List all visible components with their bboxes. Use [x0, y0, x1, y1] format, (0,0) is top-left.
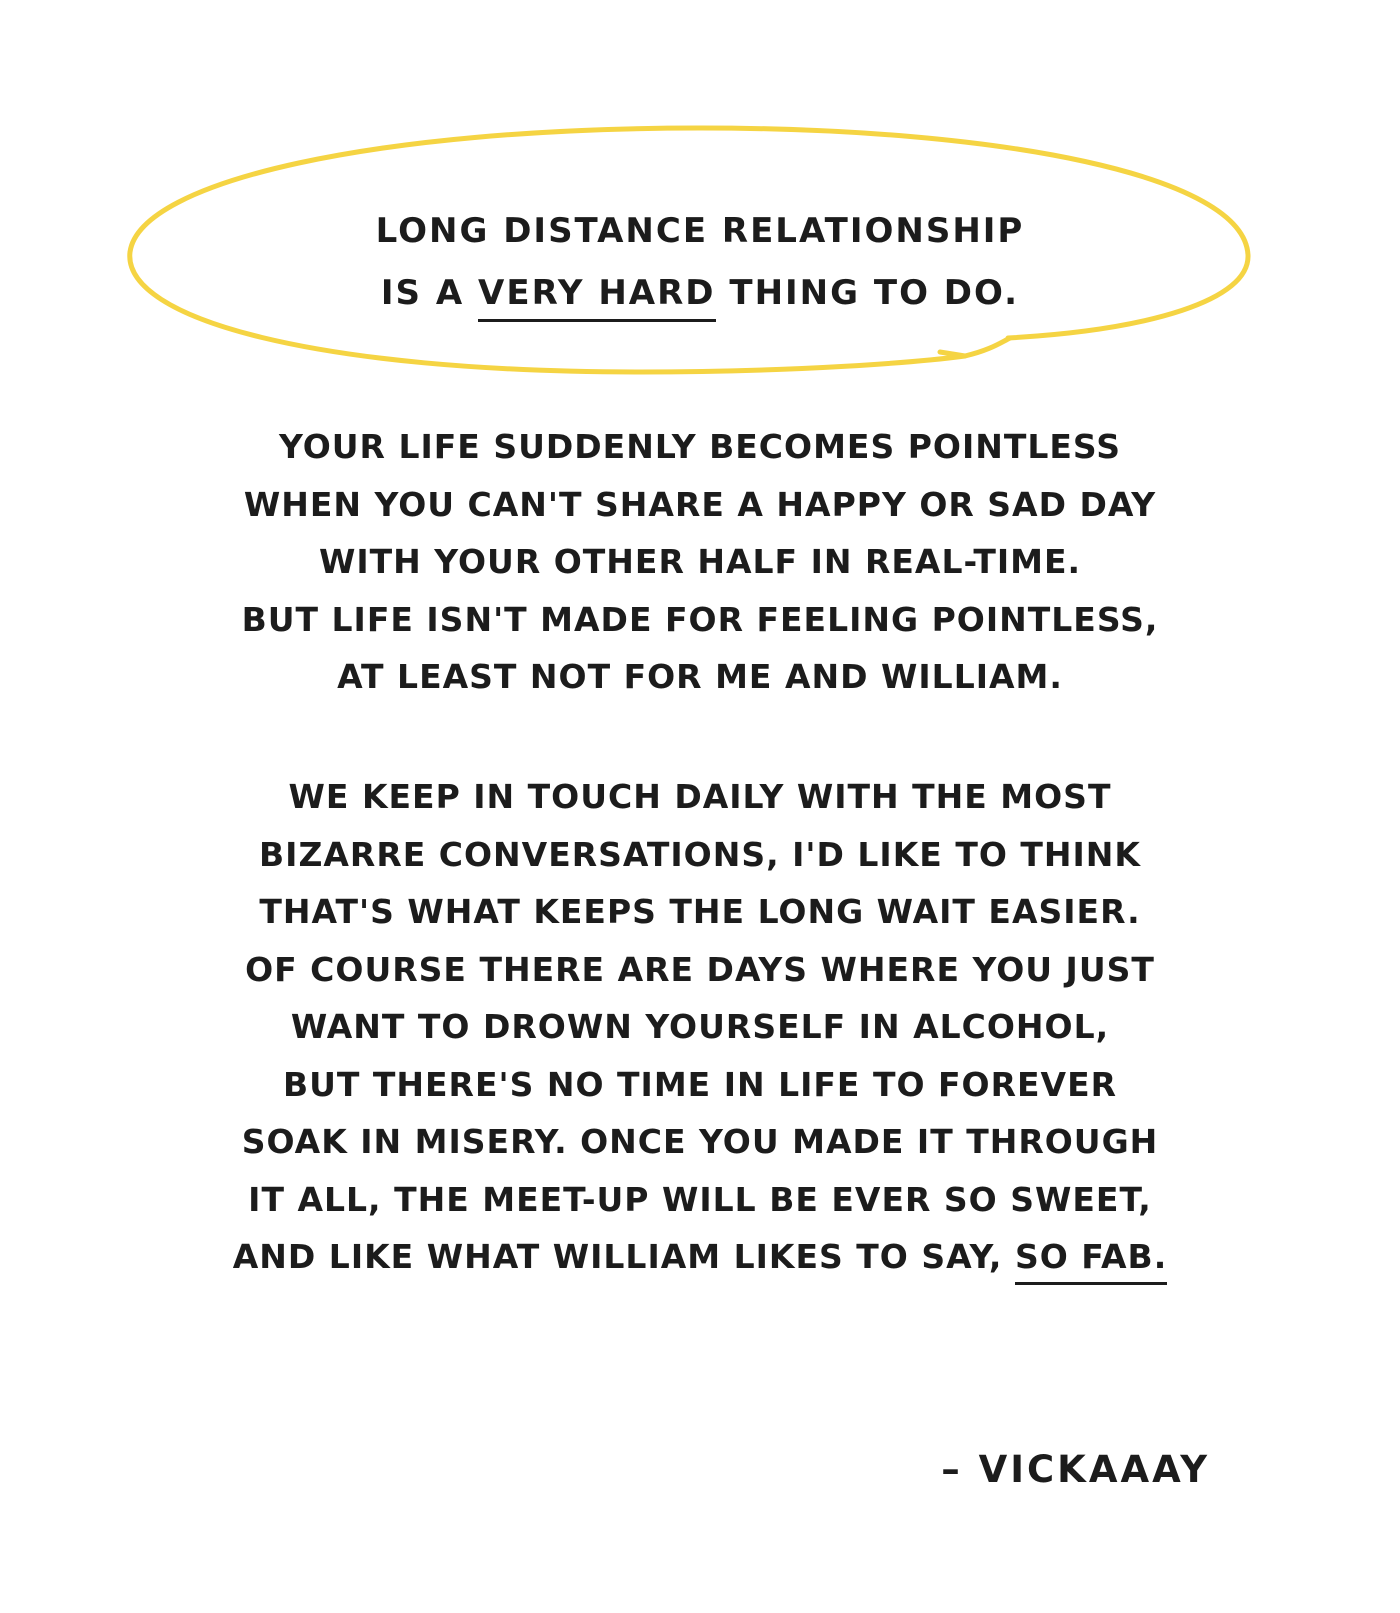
- paragraph-2-last-line-start: AND LIKE WHAT WILLIAM LIKES TO SAY,: [232, 1237, 1003, 1276]
- heading-line-2-end: THING TO DO.: [729, 273, 1020, 313]
- paragraph-2-line: WE KEEP IN TOUCH DAILY WITH THE MOST: [288, 777, 1112, 816]
- paragraph-1-line: BUT LIFE ISN'T MADE FOR FEELING POINTLESS,: [241, 599, 1159, 639]
- paragraph-2-line: BUT THERE'S NO TIME IN LIFE TO FOREVER: [282, 1064, 1118, 1104]
- heading-line-2: [200, 262, 1200, 324]
- paragraph-2-last-line: [120, 1228, 1280, 1286]
- paragraph-1-line: YOUR LIFE SUDDENLY BECOMES POINTLESS: [278, 427, 1121, 466]
- paragraph-2: [120, 768, 1280, 1286]
- paragraph-1: [120, 418, 1280, 706]
- heading-line-1: LONG DISTANCE RELATIONSHIP: [375, 211, 1025, 251]
- heading: [200, 200, 1200, 324]
- heading-line-2-start: IS A: [380, 273, 465, 313]
- so-fab-emphasis: SO FAB.: [1015, 1237, 1167, 1285]
- paragraph-2-line: WANT TO DROWN YOURSELF IN ALCOHOL,: [290, 1007, 1110, 1046]
- paragraph-1-line: AT LEAST NOT FOR ME AND WILLIAM.: [337, 657, 1063, 696]
- signature: – VICKAAAY: [941, 1448, 1210, 1491]
- paragraph-2-line: SOAK IN MISERY. ONCE YOU MADE IT THROUGH: [241, 1122, 1159, 1161]
- paragraph-1-line: WHEN YOU CAN'T SHARE A HAPPY OR SAD DAY: [243, 484, 1157, 524]
- paragraph-2-line: OF COURSE THERE ARE DAYS WHERE YOU JUST: [245, 949, 1155, 989]
- paragraph-2-line: IT ALL, THE MEET-UP WILL BE EVER SO SWEET,: [248, 1179, 1152, 1219]
- paragraph-2-line: BIZARRE CONVERSATIONS, I'D LIKE TO THINK: [259, 834, 1141, 874]
- heading-emphasis: VERY HARD: [478, 273, 716, 322]
- paragraph-1-line: WITH YOUR OTHER HALF IN REAL-TIME.: [318, 542, 1082, 581]
- speech-bubble-tail: [965, 338, 1010, 356]
- paragraph-2-line: THAT'S WHAT KEEPS THE LONG WAIT EASIER.: [259, 892, 1141, 931]
